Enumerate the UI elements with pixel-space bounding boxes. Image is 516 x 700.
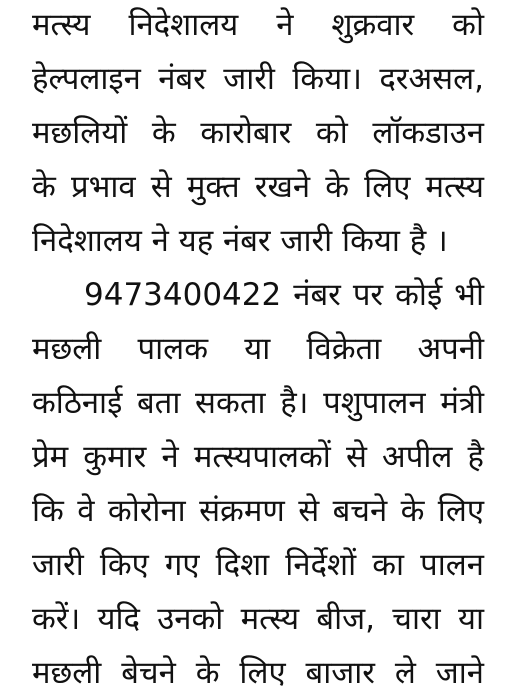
text-line-9: प्रेम कुमार ने मत्स्यपालकों से अपील है — [32, 439, 484, 475]
text-line-6: 9473400422 नंबर पर कोई भी — [84, 277, 484, 313]
text-line-7: मछली पालक या विक्रेता अपनी — [32, 331, 484, 367]
text-line-8: कठिनाई बता सकता है। पशुपालन मंत्री — [32, 385, 484, 421]
text-line-1: मत्स्य निदेशालय ने शुक्रवार को — [32, 7, 484, 43]
text-line-2: हेल्पलाइन नंबर जारी किया। दरअसल, — [32, 61, 484, 97]
text-line-4: के प्रभाव से मुक्त रखने के लिए मत्स्य — [32, 169, 484, 205]
text-line-12: करें। यदि उनको मत्स्य बीज, चारा या — [32, 601, 484, 637]
text-line-10: कि वे कोरोना संक्रमण से बचने के लिए — [32, 493, 484, 529]
text-line-11: जारी किए गए दिशा निर्देशों का पालन — [32, 547, 484, 583]
text-line-3: मछलियों के कारोबार को लॉकडाउन — [32, 115, 484, 151]
text-line-5: निदेशालय ने यह नंबर जारी किया है । — [32, 223, 448, 259]
text-line-13: मछली बेचने के लिए बाजार ले जाने — [32, 655, 484, 691]
